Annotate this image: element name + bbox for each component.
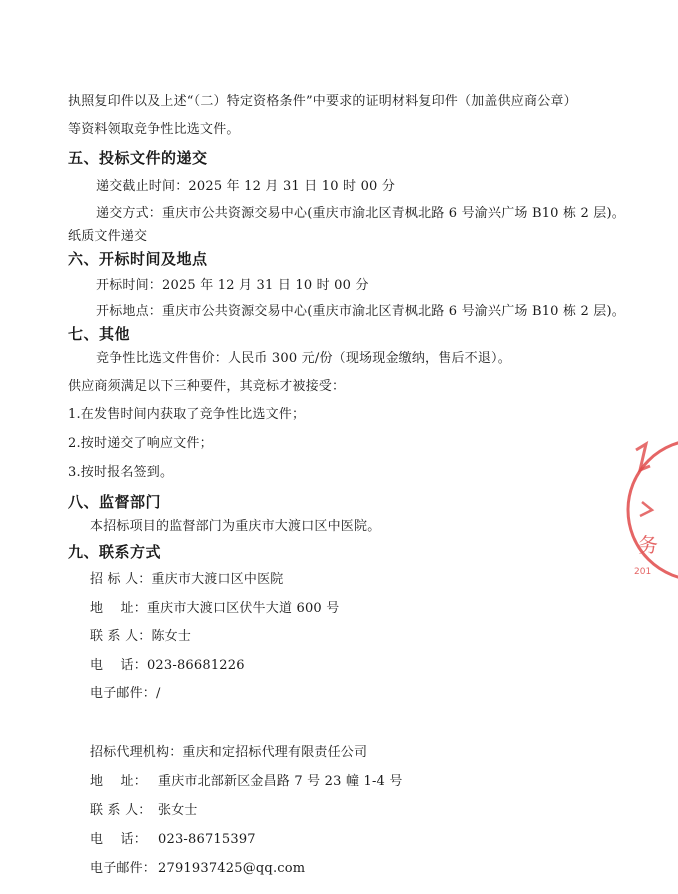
agency-row	[90, 773, 403, 791]
contact-label: 联 系 人：	[90, 629, 152, 644]
contact-value: 张女士	[158, 803, 198, 818]
agency-row	[90, 860, 305, 878]
contact-label: 招 标 人：	[90, 572, 152, 587]
contact-row	[90, 685, 161, 703]
deadline-text: 递交截止时间：2025 年 12 月 31 日 10 时 00 分	[96, 179, 396, 194]
condition-item: 3.按时报名签到。	[68, 465, 174, 480]
supervision-text: 本招标项目的监督部门为重庆市大渡口区中医院。	[90, 519, 381, 534]
conditions-intro: 供应商须满足以下三种要件，其竞标才被接受：	[68, 379, 346, 394]
agency-row	[90, 831, 256, 849]
contact-row	[90, 657, 245, 675]
seal-text: 务	[638, 533, 658, 557]
contact-value: 023-86681226	[146, 658, 245, 673]
contact-row	[90, 571, 283, 589]
paragraph-line: 执照复印件以及上述“（二）特定资格条件”中要求的证明材料复印件（加盖供应商公章）	[68, 94, 577, 109]
opening-place-text: 开标地点：重庆市公共资源交易中心(重庆市渝北区青枫北路 6 号渝兴广场 B10 栋 2 层)。	[96, 304, 625, 319]
paragraph-line: 等资料领取竞争性比选文件。	[68, 122, 240, 137]
contact-label: 地 址：	[90, 774, 147, 789]
contact-label: 电子邮件：	[90, 686, 157, 701]
contact-value: 重庆市北部新区金昌路 7 号 23 幢 1-4 号	[158, 774, 403, 789]
seal-stamp	[618, 430, 678, 590]
contact-label: 电 话：	[90, 832, 147, 847]
contact-value: 陈女士	[151, 629, 192, 644]
submission-method-text: 递交方式：重庆市公共资源交易中心(重庆市渝北区青枫北路 6 号渝兴广场 B10 栋 2 层)。	[96, 206, 625, 221]
section-heading: 九、联系方式	[68, 543, 162, 561]
contact-value: 重庆市大渡口区伏牛大道 600 号	[146, 601, 340, 616]
contact-value: 023-86715397	[158, 832, 256, 847]
contact-label: 地 址：	[90, 601, 147, 616]
section-heading: 七、其他	[68, 325, 131, 343]
contact-value: 2791937425@qq.com	[158, 861, 306, 876]
agency-row	[90, 802, 198, 820]
price-text: 竞争性比选文件售价：人民币 300 元/份（现场现金缴纳，售后不退）。	[96, 351, 511, 366]
contact-label: 联 系 人：	[90, 803, 152, 818]
contact-row	[90, 600, 339, 618]
condition-item: 1.在发售时间内获取了竞争性比选文件；	[68, 407, 306, 422]
contact-value: 重庆市大渡口区中医院	[151, 572, 284, 587]
condition-item: 2.按时递交了响应文件；	[68, 436, 213, 451]
agency-row	[90, 744, 367, 762]
seal-year: 201	[634, 567, 652, 577]
contact-label: 招标代理机构：	[90, 745, 183, 760]
contact-value: 重庆和定招标代理有限责任公司	[182, 745, 368, 760]
opening-time-text: 开标时间：2025 年 12 月 31 日 10 时 00 分	[96, 278, 369, 293]
section-heading: 六、开标时间及地点	[68, 250, 208, 268]
section-heading: 八、监督部门	[68, 493, 162, 511]
section-heading: 五、投标文件的递交	[68, 149, 208, 167]
contact-label: 电 话：	[90, 658, 147, 673]
contact-value: /	[156, 686, 161, 701]
contact-label: 电子邮件：	[90, 861, 157, 876]
contact-row	[90, 628, 191, 646]
submission-method-continued: 纸质文件递交	[68, 229, 148, 244]
